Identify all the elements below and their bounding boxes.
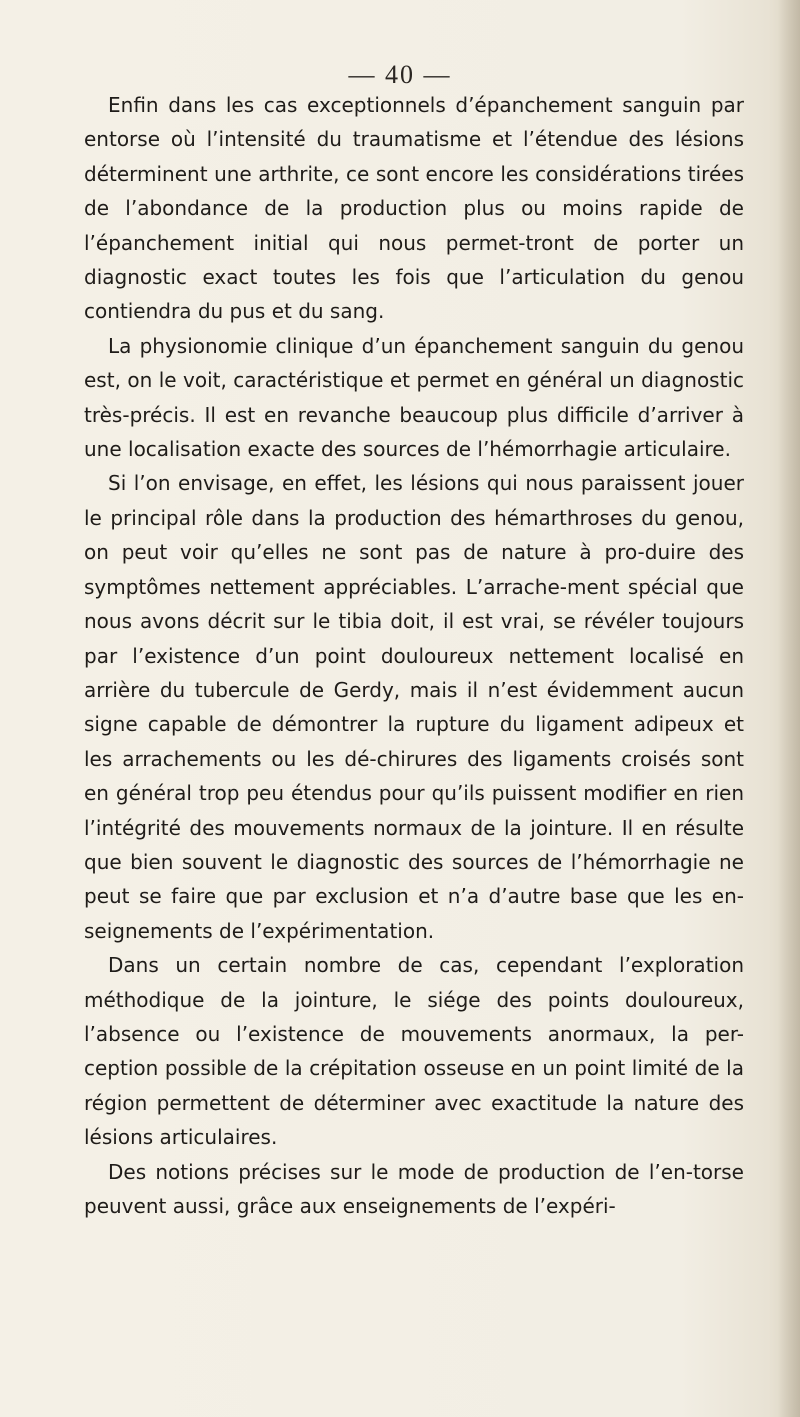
paragraph-1: Enfin dans les cas exceptionnels d’épanchement sanguin par entorse où l’intensité du traumatisme et l’étendue des lésions déterminent une arthrite, ce sont encore les considérations tirées de l’abondance de la production plus ou moins rapide de l’épanchement initial qui nous permet-tront de porter un diagnostic exact toutes les fois que l’articulation du genou contiendra du pus et du sang. bbox=[84, 93, 744, 324]
paragraph-2: La physionomie clinique d’un épanchement sanguin du genou est, on le voit, caractéristique et permet en général un diagnostic très-précis. Il est en revanche beaucoup plus difficile d’arriver à une localisation exacte des sources de l’hémorrhagie articulaire. bbox=[84, 333, 744, 462]
paragraph-3: Si l’on envisage, en effet, les lésions qui nous paraissent jouer le principal rôle dans la production des hémarthroses du genou, on peut voir qu’elles ne sont pas de nature à pro-duire des symptômes nettement appréciables. L’arrache-ment spécial que nous avons décrit sur le tibia doit, il est vrai, se révéler toujours par l’existence d’un point douloureux nettement localisé en arrière du tubercule de Gerdy, mais il n’est évidemment aucun signe capable de démontrer la rupture du ligament adipeux et les arrachements ou les dé-chirures des ligaments croisés sont en général trop peu étendus pour qu’ils puissent modifier en rien l’intégrité des mouvements normaux de la jointure. Il en résulte que bien souvent le diagnostic des sources de l’hémorrhagie ne peut se faire que par exclusion et n’a d’autre base que les en-seignements de l’expérimentation. bbox=[84, 471, 744, 943]
paragraph-4: Dans un certain nombre de cas, cependant l’exploration méthodique de la jointure, le siége des points douloureux, l’absence ou l’existence de mouvements anormaux, la per-ception possible de la crépitation osseuse en un point limité de la région permettent de déterminer avec exactitude la nature des lésions articulaires. bbox=[84, 953, 744, 1150]
page-edge-shadow bbox=[778, 0, 800, 1417]
page-number: — 40 — bbox=[348, 60, 452, 89]
paragraph-5: Des notions précises sur le mode de production de l’en-torse peuvent aussi, grâce aux enseignements de l’expéri- bbox=[84, 1159, 744, 1218]
body-text bbox=[84, 88, 744, 1223]
